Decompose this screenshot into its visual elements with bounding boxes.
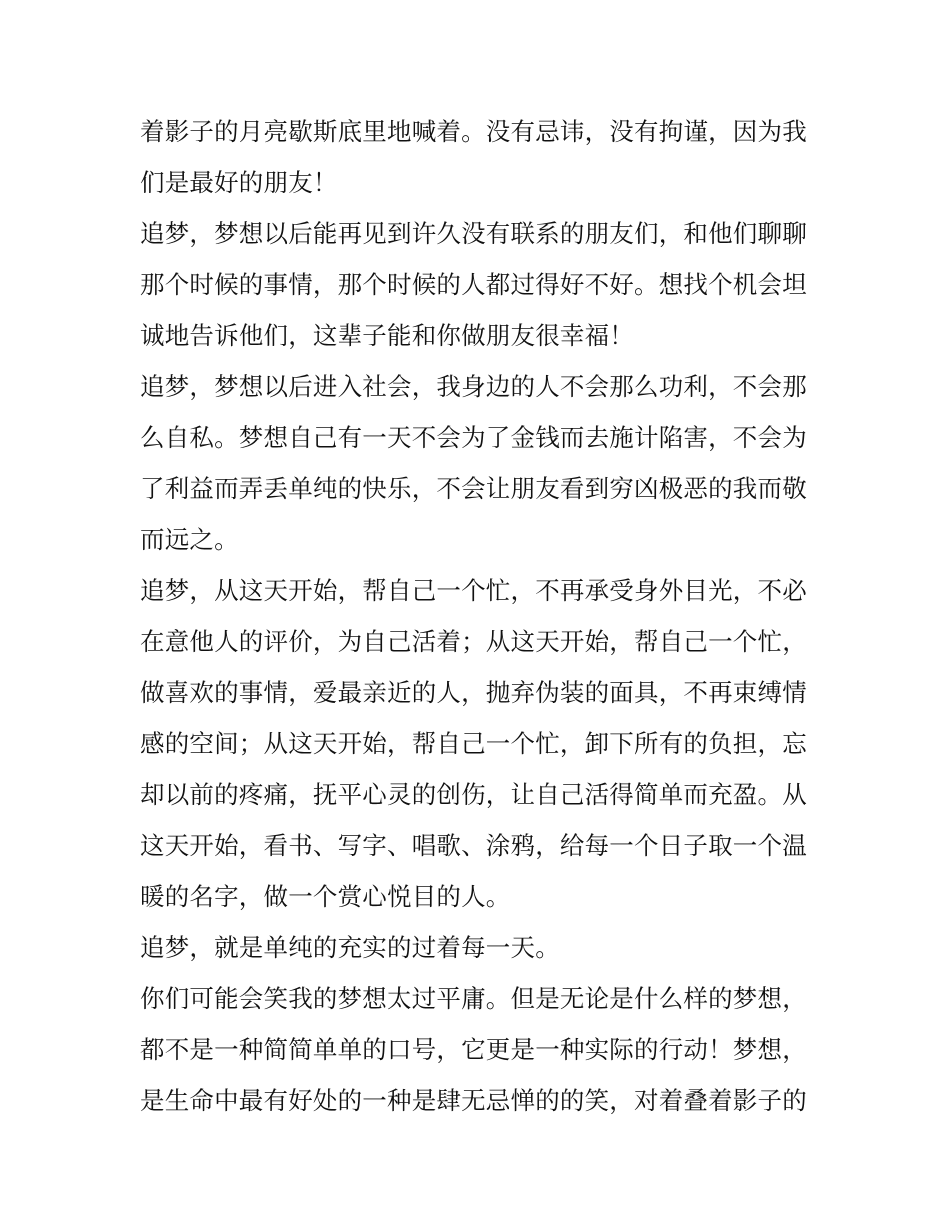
text-line: 做喜欢的事情，爱最亲近的人，抛弃伪装的面具，不再束缚情 <box>140 678 807 707</box>
text-line: 们是最好的朋友！ <box>140 168 338 197</box>
text-line: 却以前的疼痛，抚平心灵的创伤，让自己活得简单而充盈。从 <box>140 780 807 809</box>
text-line: 都不是一种简简单单的口号，它更是一种实际的行动！梦想， <box>140 1035 807 1064</box>
text-line: 诚地告诉他们，这辈子能和你做朋友很幸福！ <box>140 321 634 350</box>
text-line: 了利益而弄丢单纯的快乐，不会让朋友看到穷凶极恶的我而敬 <box>140 474 807 503</box>
text-line: 在意他人的评价，为自己活着；从这天开始，帮自己一个忙， <box>140 627 807 656</box>
text-line: 追梦，从这天开始，帮自己一个忙，不再承受身外目光，不必 <box>140 576 807 605</box>
text-line: 是生命中最有好处的一种是肆无忌惮的的笑，对着叠着影子的 <box>140 1086 807 1115</box>
text-line: 么自私。梦想自己有一天不会为了金钱而去施计陷害，不会为 <box>140 423 807 452</box>
text-line: 你们可能会笑我的梦想太过平庸。但是无论是什么样的梦想， <box>140 984 807 1013</box>
text-line: 那个时候的事情，那个时候的人都过得好不好。想找个机会坦 <box>140 270 807 299</box>
text-line: 这天开始，看书、写字、唱歌、涂鸦，给每一个日子取一个温 <box>140 831 807 860</box>
text-line: 追梦，梦想以后能再见到许久没有联系的朋友们，和他们聊聊 <box>140 219 807 248</box>
text-line: 暖的名字，做一个赏心悦目的人。 <box>140 882 511 911</box>
text-line: 着影子的月亮歇斯底里地喊着。没有忌讳，没有拘谨，因为我 <box>140 117 807 146</box>
text-line: 而远之。 <box>140 525 239 554</box>
document-body <box>140 106 820 1126</box>
text-line: 追梦，就是单纯的充实的过着每一天。 <box>140 933 560 962</box>
text-line: 追梦，梦想以后进入社会，我身边的人不会那么功利，不会那 <box>140 372 807 401</box>
text-line: 感的空间；从这天开始，帮自己一个忙，卸下所有的负担，忘 <box>140 729 807 758</box>
